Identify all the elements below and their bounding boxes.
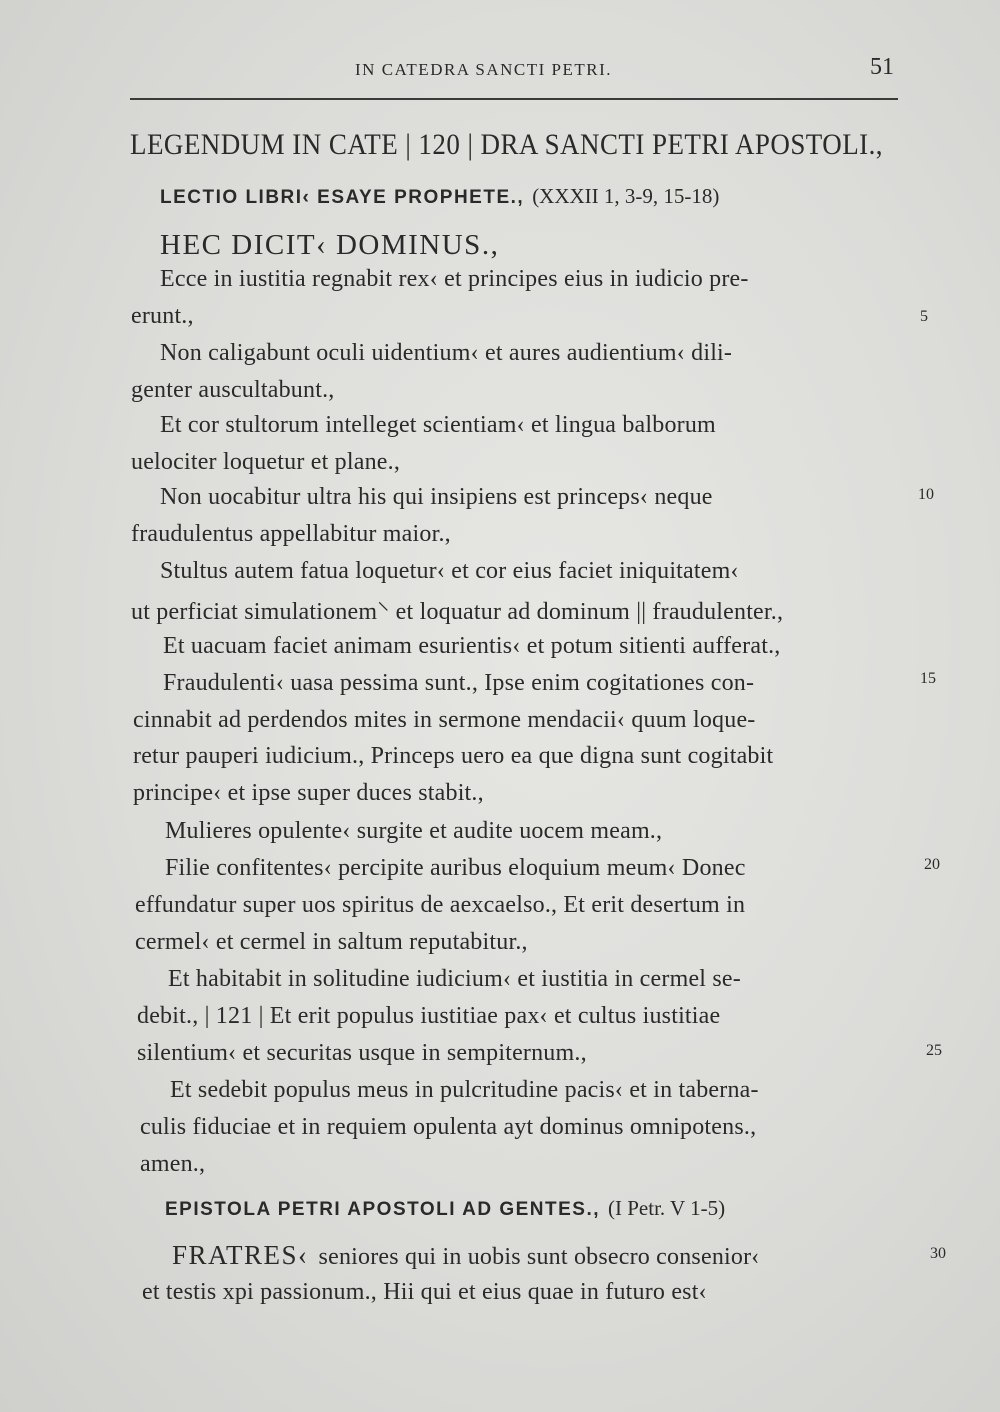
line-number: 25 [926,1042,942,1059]
line-number: 5 [920,308,928,325]
epistola-heading-block [165,1196,725,1221]
text-line: amen., [140,1151,206,1177]
text-line: retur pauperi iudicium., Princeps uero ea que digna sunt cogitabit [133,743,774,769]
line-number: 30 [930,1245,946,1262]
text-line: cinnabit ad perdendos mites in sermone mendacii‹ quum loque- [133,707,756,733]
text-line: seniores qui in uobis sunt obsecro consenior‹ [318,1244,760,1270]
text-line: Stultus autem fatua loquetur‹ et cor eius faciet iniquitatem‹ [160,558,739,584]
text-line: silentium‹ et securitas usque in sempiternum., [137,1040,587,1066]
text-line: genter auscultabunt., [131,377,335,403]
text-line: Non caligabunt oculi uidentium‹ et aures audientium‹ dili- [160,340,733,366]
text-line: Ecce in iustitia regnabit rex‹ et principes eius in iudicio pre- [160,266,749,292]
text-line: Fraudulenti‹ uasa pessima sunt., Ipse enim cogitationes con- [163,670,755,696]
text-line: uelociter loquetur et plane., [131,449,401,475]
lectio-heading-block [160,184,719,209]
text-line: cermel‹ et cermel in saltum reputabitur., [135,929,528,955]
fratres-word: FRATRES‹ [172,1240,309,1270]
text-line: culis fiduciae et in requiem opulenta ayt dominus omnipotens., [140,1114,757,1140]
running-title: IN CATEDRA SANCTI PETRI. [355,60,613,79]
page-number: 51 [870,54,894,80]
text-line: erunt., [131,303,194,329]
text-line: principe‹ et ipse super duces stabit., [133,780,484,806]
text-line: debit., | 121 | Et erit populus iustitiae pax‹ et cultus iustitiae [137,1003,721,1029]
text-line: Filie confitentes‹ percipite auribus eloquium meum‹ Donec [165,855,746,881]
text-line: Non uocabitur ultra his qui insipiens est princeps‹ neque [160,484,713,510]
section-title: LEGENDUM IN CATE | 120 | DRA SANCTI PETRI APOSTOLI., [130,128,883,161]
header-rule [130,98,898,100]
hec-dicit: HEC DICIT‹ DOMINUS., [160,229,500,261]
text-line: Et sedebit populus meus in pulcritudine pacis‹ et in taberna- [170,1077,759,1103]
lectio-reference: (XXXII 1, 3-9, 15-18) [532,184,720,208]
epistola-reference: (I Petr. V 1-5) [608,1196,726,1220]
text-line: et testis xpi passionum., Hii qui et eius quae in futuro est‹ [142,1279,707,1305]
line-number: 15 [920,670,936,687]
line-number: 10 [918,486,934,503]
text-line: Et uacuam faciet animam esurientis‹ et potum sitienti aufferat., [163,633,781,659]
lectio-heading: LECTIO LIBRI‹ ESAYE PROPHETE., [160,187,525,208]
text-line: Et habitabit in solitudine iudicium‹ et iustitia in cermel se- [168,966,741,992]
epistola-heading: EPISTOLA PETRI APOSTOLI AD GENTES., [165,1199,601,1220]
text-line: Et cor stultorum intelleget scientiam‹ et lingua balborum [160,412,716,438]
text-line: fraudulentus appellabitur maior., [131,521,451,547]
epistola-line-1 [172,1240,759,1271]
text-line: effundatur super uos spiritus de aexcaelso., Et erit desertum in [135,892,746,918]
line-number: 20 [924,856,940,873]
text-line: ut perficiat simulationem⸌ et loquatur ad dominum || fraudulenter., [131,599,784,625]
text-line: Mulieres opulente‹ surgite et audite uocem meam., [165,818,663,844]
